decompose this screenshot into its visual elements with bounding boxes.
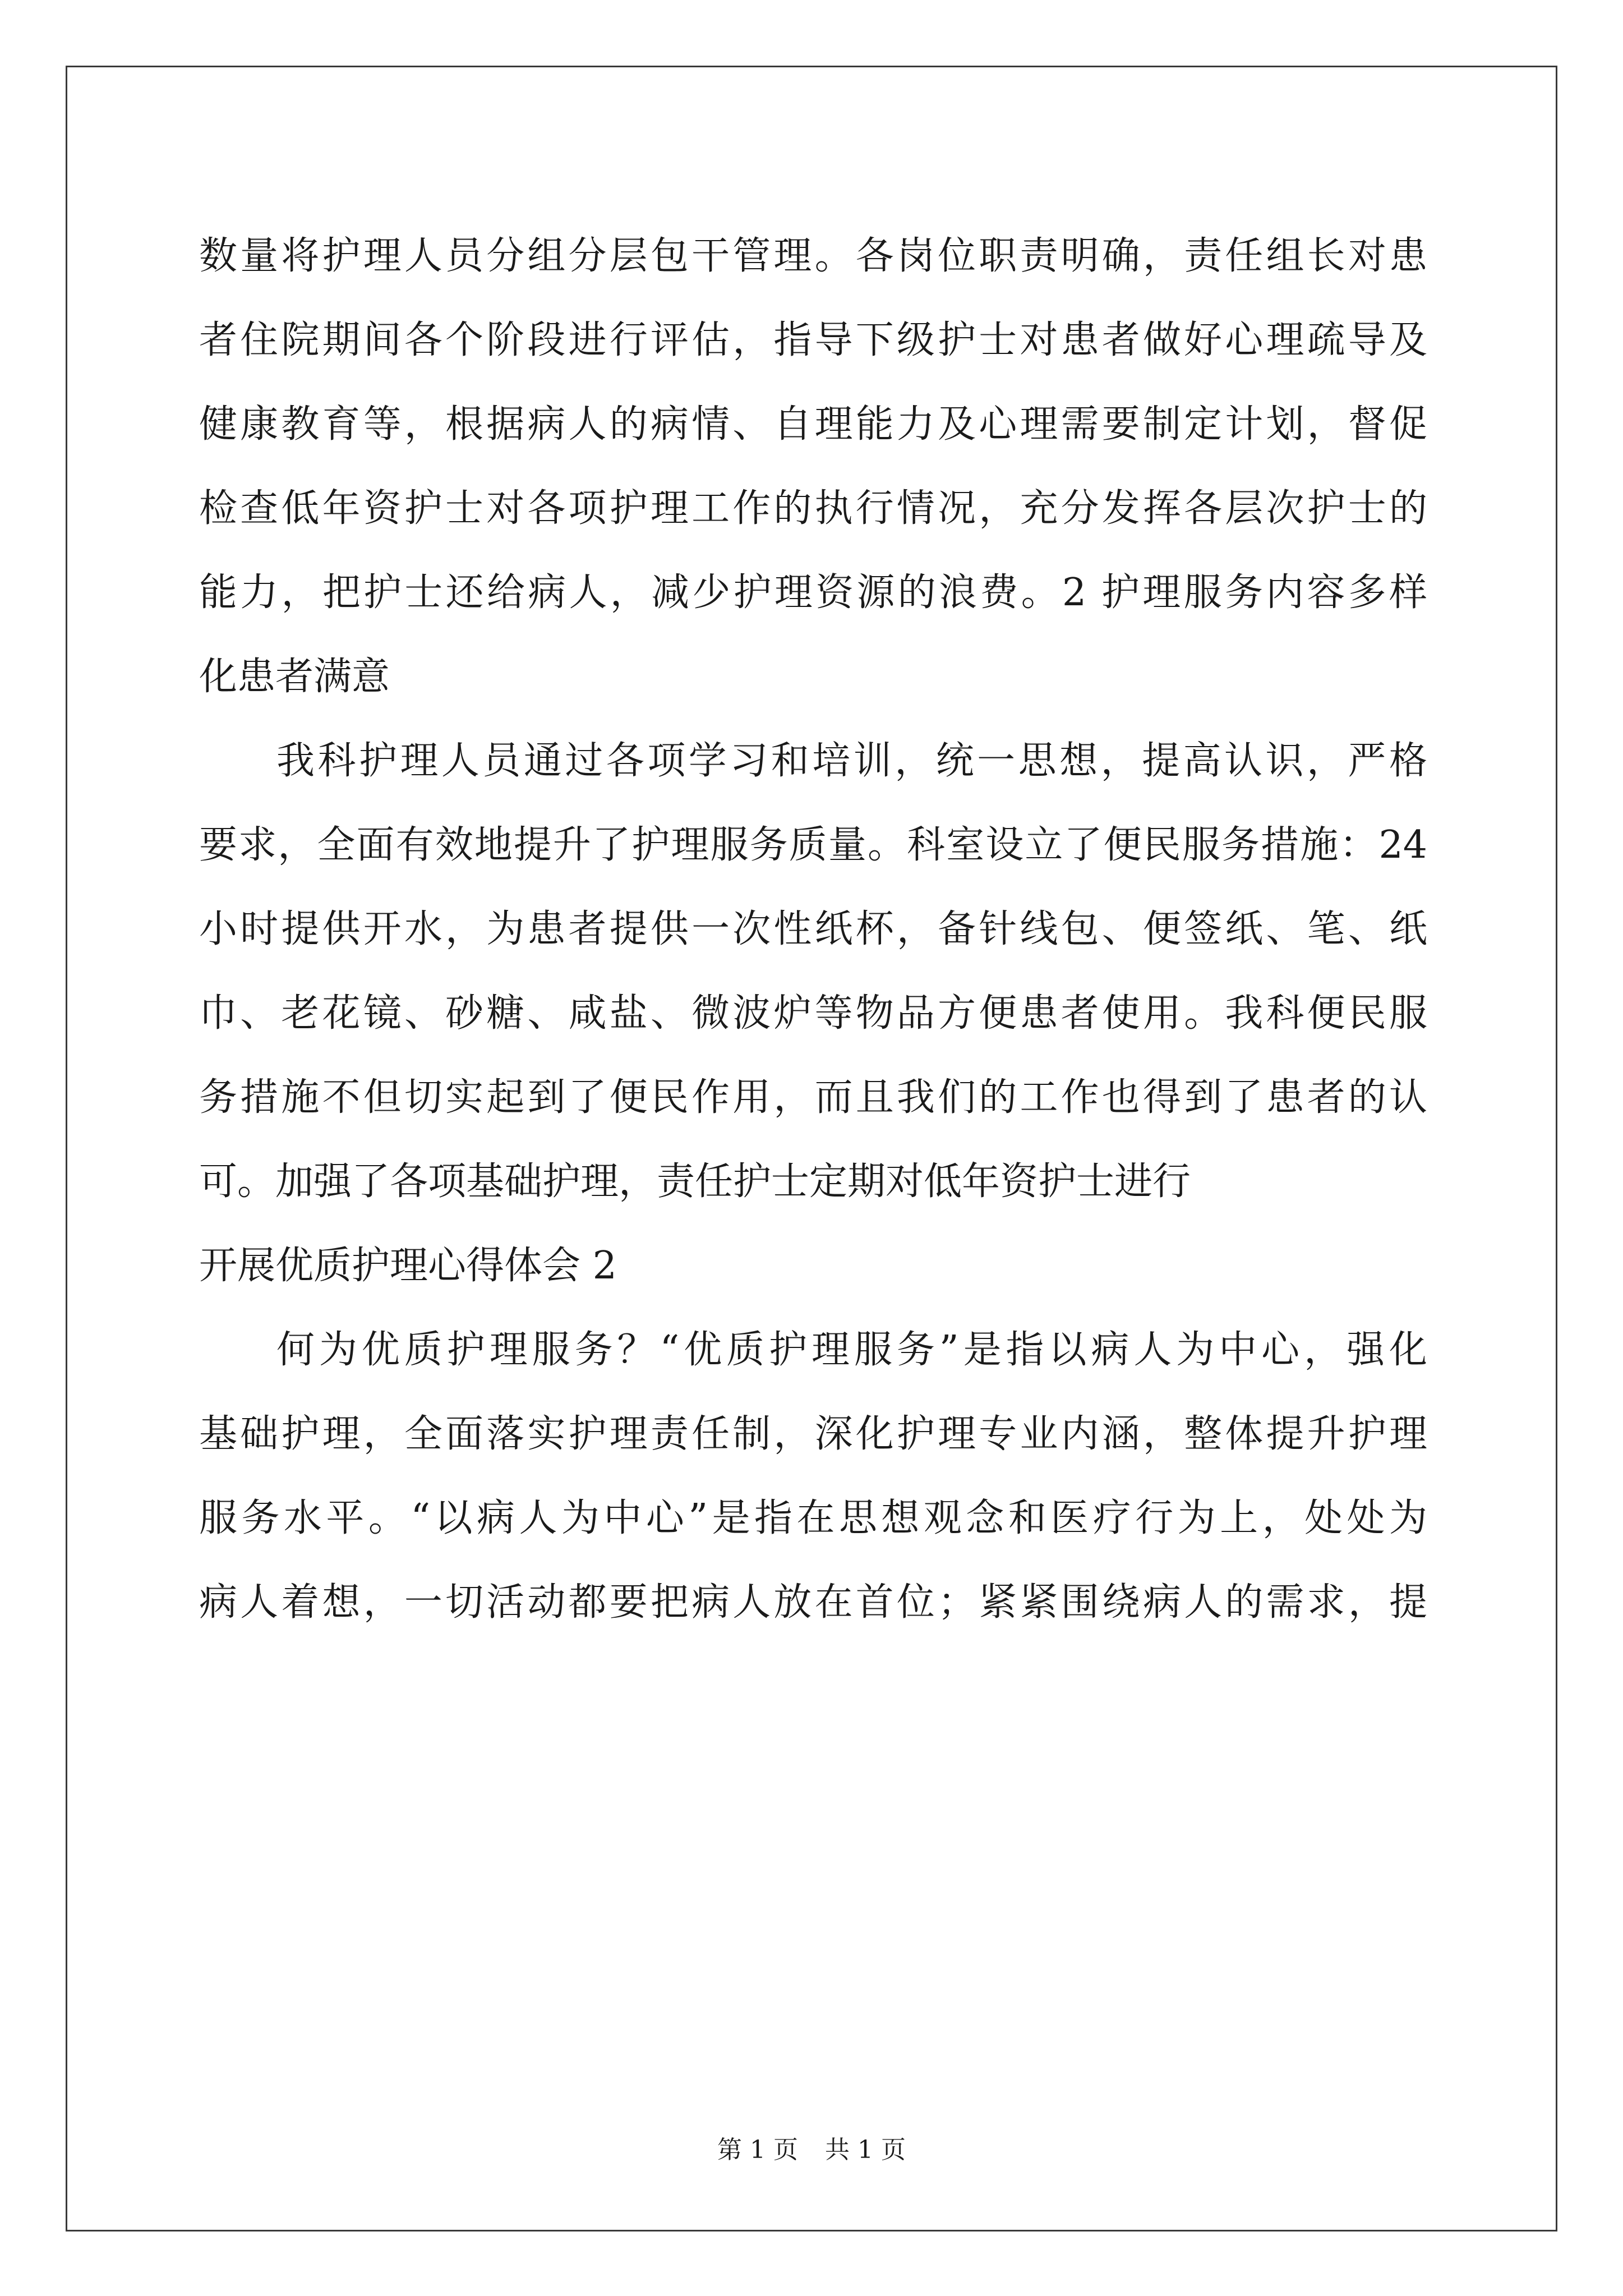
text-line: 小时提供开水，为患者提供一次性纸杯，备针线包、便签纸、笔、纸 [199, 907, 1427, 951]
document-body [199, 214, 1427, 1645]
text-line: 巾、老花镜、砂糖、咸盐、微波炉等物品方便患者使用。我科便民服 [199, 991, 1427, 1036]
text-line: 我科护理人员通过各项学习和培训，统一思想，提高认识，严格 [276, 739, 1427, 783]
text-line: 病人着想，一切活动都要把病人放在首位；紧紧围绕病人的需求，提 [199, 1580, 1427, 1625]
text-line: 数量将护理人员分组分层包干管理。各岗位职责明确，责任组长对患 [199, 234, 1427, 278]
page-number: 第 1 页 [717, 2136, 798, 2164]
text-line: 务措施不但切实起到了便民作用，而且我们的工作也得到了患者的认 [199, 1075, 1427, 1120]
text-line: 要求，全面有效地提升了护理服务质量。科室设立了便民服务措施：24 [199, 823, 1427, 867]
page-total: 共 1 页 [825, 2136, 906, 2164]
text-line: 检查低年资护士对各项护理工作的执行情况，充分发挥各层次护士的 [199, 486, 1427, 531]
text-line: 者住院期间各个阶段进行评估，指导下级护士对患者做好心理疏导及 [199, 318, 1427, 362]
page-footer [0, 2129, 1623, 2165]
text-line: 能力，把护士还给病人，减少护理资源的浪费。2 护理服务内容多样 [199, 570, 1427, 615]
text-line: 健康教育等，根据病人的病情、自理能力及心理需要制定计划，督促 [199, 402, 1427, 447]
text-line: 服务水平。“以病人为中心”是指在思想观念和医疗行为上，处处为 [199, 1496, 1427, 1540]
text-line: 可。加强了各项基础护理，责任护士定期对低年资护士进行 [199, 1159, 1191, 1204]
text-line: 化患者满意 [199, 655, 390, 699]
text-line: 何为优质护理服务？“优质护理服务”是指以病人为中心，强化 [276, 1328, 1427, 1372]
text-line: 基础护理，全面落实护理责任制，深化护理专业内涵，整体提升护理 [199, 1412, 1427, 1456]
text-line: 开展优质护理心得体会 2 [199, 1244, 617, 1288]
